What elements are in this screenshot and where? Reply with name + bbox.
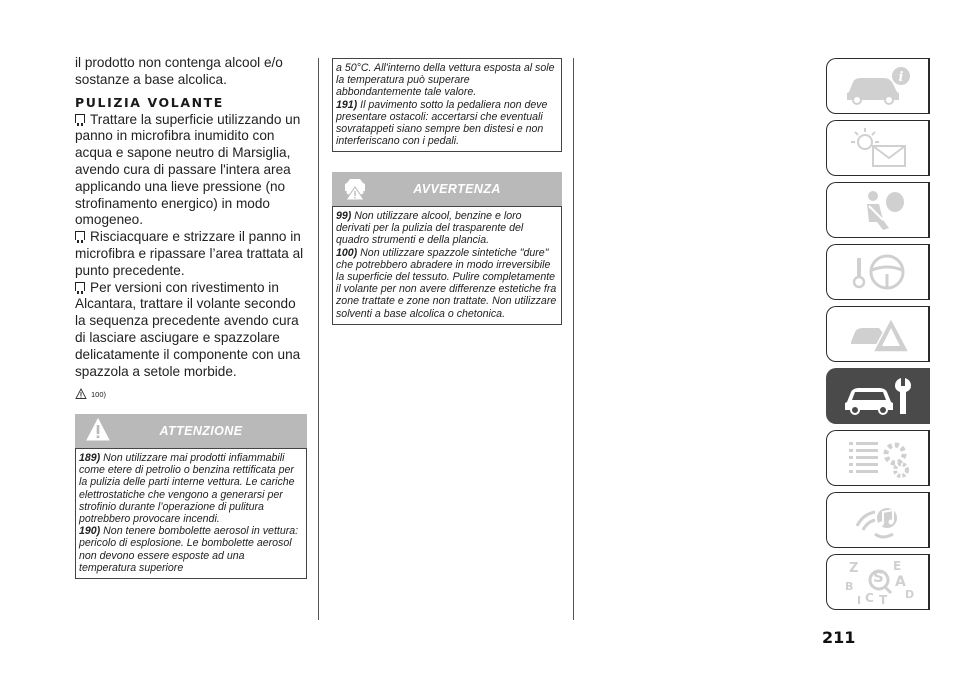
continued-body <box>332 58 562 152</box>
technical-data-icon <box>839 434 919 482</box>
section-title: PULIZIA VOLANTE <box>75 94 224 110</box>
tab-car-info[interactable] <box>826 58 930 114</box>
index-icon <box>839 558 919 606</box>
paragraph-2: Risciacquare e strizzare il panno in microfibra e ripassare l’area trattata al punto precedente. <box>75 229 304 278</box>
paragraph-3: Per versioni con rivestimento in Alcantara, trattare il volante secondo la sequenza precedente avendo cura di lasciare asciugare e spazzolare delicatamente il componente con una spazzola a setole morbide. <box>75 279 301 379</box>
emergency-triangle-icon <box>839 310 919 358</box>
avvertenza-box <box>332 172 562 325</box>
index-letter: S <box>872 568 884 586</box>
index-letter: D <box>904 588 914 601</box>
tab-multimedia[interactable] <box>826 492 930 548</box>
tab-starting-driving[interactable] <box>826 244 930 300</box>
index-letter: T <box>878 593 887 606</box>
tab-index[interactable] <box>826 554 930 610</box>
reference-note <box>75 388 307 400</box>
multimedia-icon <box>839 496 919 544</box>
car-info-icon <box>839 62 919 110</box>
index-letter: C <box>864 591 874 605</box>
avvertenza-title: AVVERTENZA <box>413 182 501 196</box>
warning-item: 190) Non tenere bombolette aerosol in vettura: pericolo di esplosione. Le bombolette aerosol non devono essere esposte ad una temperatura superiore <box>79 525 299 574</box>
steering-wheel-key-icon <box>839 248 919 296</box>
car-maintenance-icon <box>839 372 919 420</box>
reference-number: 100) <box>91 389 107 399</box>
warning-item: 191) Il pavimento sotto la pedaliera non deve presentare ostacoli: accertarsi che eventuali sovratappeti siano sempre ben distesi e non interferiscano con i pedali. <box>336 98 548 148</box>
car-caution-icon <box>342 175 368 201</box>
tab-emergency[interactable] <box>826 306 930 362</box>
caution-item: 99) Non utilizzare alcool, benzine e loro derivati per la pulizia del trasparente del quadro strumenti e della plancia. <box>336 210 524 247</box>
warning-exclamation-icon <box>85 417 111 443</box>
continued-text: a 50°C. All'interno della vettura esposta al sole la temperatura può superare abbondantemente tale valore. <box>336 62 555 99</box>
procedure-bullet-icon <box>75 231 85 240</box>
tab-maintenance[interactable] <box>826 368 930 424</box>
tab-safety[interactable] <box>826 182 930 238</box>
column-divider <box>573 58 574 620</box>
airbag-seatbelt-icon <box>839 186 919 234</box>
index-letter: B <box>844 580 853 593</box>
svg-text:i: i <box>898 70 903 85</box>
paragraph-1: Trattare la superficie utilizzando un panno in microfibra inumidito con acqua e sapone neutro di Marsiglia, avendo cura di passare l'intera area applicando una lieve pressione (no strofinamento energico) in modo omogeneo. <box>75 111 301 228</box>
continued-warning-box <box>332 58 562 152</box>
avvertenza-body <box>332 206 562 325</box>
attenzione-box <box>75 414 307 579</box>
tab-technical-data[interactable] <box>826 430 930 486</box>
tab-lights-messages[interactable] <box>826 120 930 176</box>
caution-triangle-icon <box>75 388 87 400</box>
index-letter: I <box>856 594 861 606</box>
procedure-bullet-icon <box>75 282 85 291</box>
index-letter: E <box>892 559 901 573</box>
intro-text: il prodotto non contenga alcool e/o sostanze a base alcolica. <box>75 55 283 87</box>
warning-item: 189) Non utilizzare mai prodotti infiammabili come etere di petrolio o benzina rettificata per la pulizia delle parti interne vettura. Le cariche elettrostatiche che vengono a generarsi per strofinio durante l’operazione di pulitura potrebbero provocare incendi. <box>79 452 295 526</box>
page-number: 211 <box>822 628 856 647</box>
index-letter: A <box>894 574 906 590</box>
column-divider <box>318 58 319 620</box>
caution-item: 100) Non utilizzare spazzole sintetiche "dure" che potrebbero abradere in modo irreversibile la superficie del tessuto. Pulire completamente il volante per non avere differenze estetiche fra zone trattate e zone non trattate. Non utilizzare solventi a base alcolica o chetonica. <box>336 246 557 320</box>
procedure-bullet-icon <box>75 114 85 123</box>
left-column <box>75 55 307 400</box>
lights-message-icon <box>839 124 919 172</box>
attenzione-title: ATTENZIONE <box>159 424 243 438</box>
avvertenza-header <box>332 172 562 206</box>
attenzione-header <box>75 414 307 448</box>
index-letter: Z <box>848 561 858 576</box>
chapter-tabs <box>826 58 930 616</box>
attenzione-body <box>75 448 307 579</box>
